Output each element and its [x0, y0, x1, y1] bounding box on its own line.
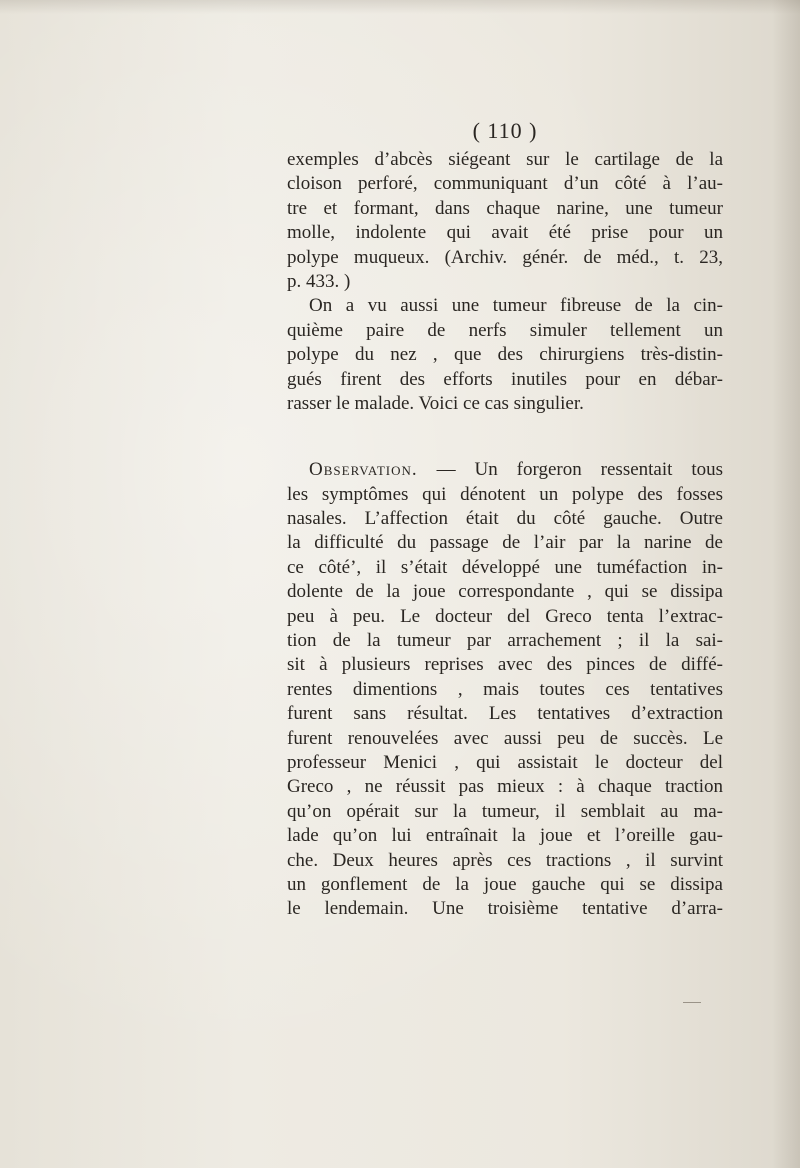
text-line: p. 433. ) — [287, 270, 351, 292]
text-line: che. Deux heures après ces tractions , il survint — [287, 849, 723, 871]
text-line: un gonflement de la joue gauche qui se dissipa — [287, 873, 723, 895]
page-right-shadow — [772, 0, 800, 1168]
text-line: sit à plusieurs reprises avec des pinces de diffé- — [287, 654, 723, 676]
text-line: tre et formant, dans chaque narine, une tumeur — [287, 197, 723, 219]
text-line: gués firent des efforts inutiles pour en débar- — [287, 368, 723, 390]
text-line: rentes dimentions , mais toutes ces tentatives — [287, 678, 723, 700]
text-line: ce côté’, il s’était développé une tuméfaction in- — [287, 556, 723, 578]
text-line: polype muqueux. (Archiv. génér. de méd., t. 23, — [287, 246, 723, 268]
text-line: tion de la tumeur par arrachement ; il la sai- — [287, 630, 723, 652]
text-line: lade qu’on lui entraînait la joue et l’oreille gau- — [287, 825, 723, 847]
text-line: furent renouvelées avec aussi peu de succès. Le — [287, 727, 723, 749]
page-number: ( 110 ) — [472, 118, 538, 143]
text-line: cloison perforé, communiquant d’un côté à l’au- — [287, 173, 723, 195]
page-body — [287, 148, 723, 922]
observation-first-line — [287, 458, 723, 482]
text-line: peu à peu. Le docteur del Greco tenta l’extrac- — [287, 605, 723, 627]
text-line: les symptômes qui dénotent un polype des fosses — [287, 483, 723, 505]
text-line: furent sans résultat. Les tentatives d’extraction — [287, 703, 723, 725]
text-line: la difficulté du passage de l’air par la narine de — [287, 532, 723, 554]
text-line: dolente de la joue correspondante , qui se dissipa — [287, 581, 723, 603]
observation-label: Observation. — [309, 459, 418, 481]
text-line: quième paire de nerfs simuler tellement un — [287, 319, 723, 341]
paragraph-gap — [287, 416, 723, 458]
text-line: rasser le malade. Voici ce cas singulier. — [287, 392, 584, 414]
text-line: molle, indolente qui avait été prise pour un — [287, 222, 723, 244]
observation-text: — Un forgeron ressentait tous — [436, 459, 724, 481]
text-line: le lendemain. Une troisième tentative d’arra- — [287, 898, 723, 920]
text-line: Greco , ne réussit pas mieux : à chaque traction — [287, 776, 723, 798]
text-line: exemples d’abcès siégeant sur le cartilage de la — [287, 149, 723, 170]
text-line: nasales. L’affection était du côté gauche. Outre — [287, 508, 723, 530]
text-line: polype du nez , que des chirurgiens très-distin- — [287, 344, 723, 366]
stray-mark — [683, 1002, 701, 1003]
text-line: professeur Menici , qui assistait le docteur del — [287, 751, 723, 773]
text-line: qu’on opérait sur la tumeur, il semblait au ma- — [287, 800, 723, 822]
text-line: On a vu aussi une tumeur fibreuse de la cin- — [309, 295, 723, 317]
page-top-shadow — [0, 0, 800, 14]
